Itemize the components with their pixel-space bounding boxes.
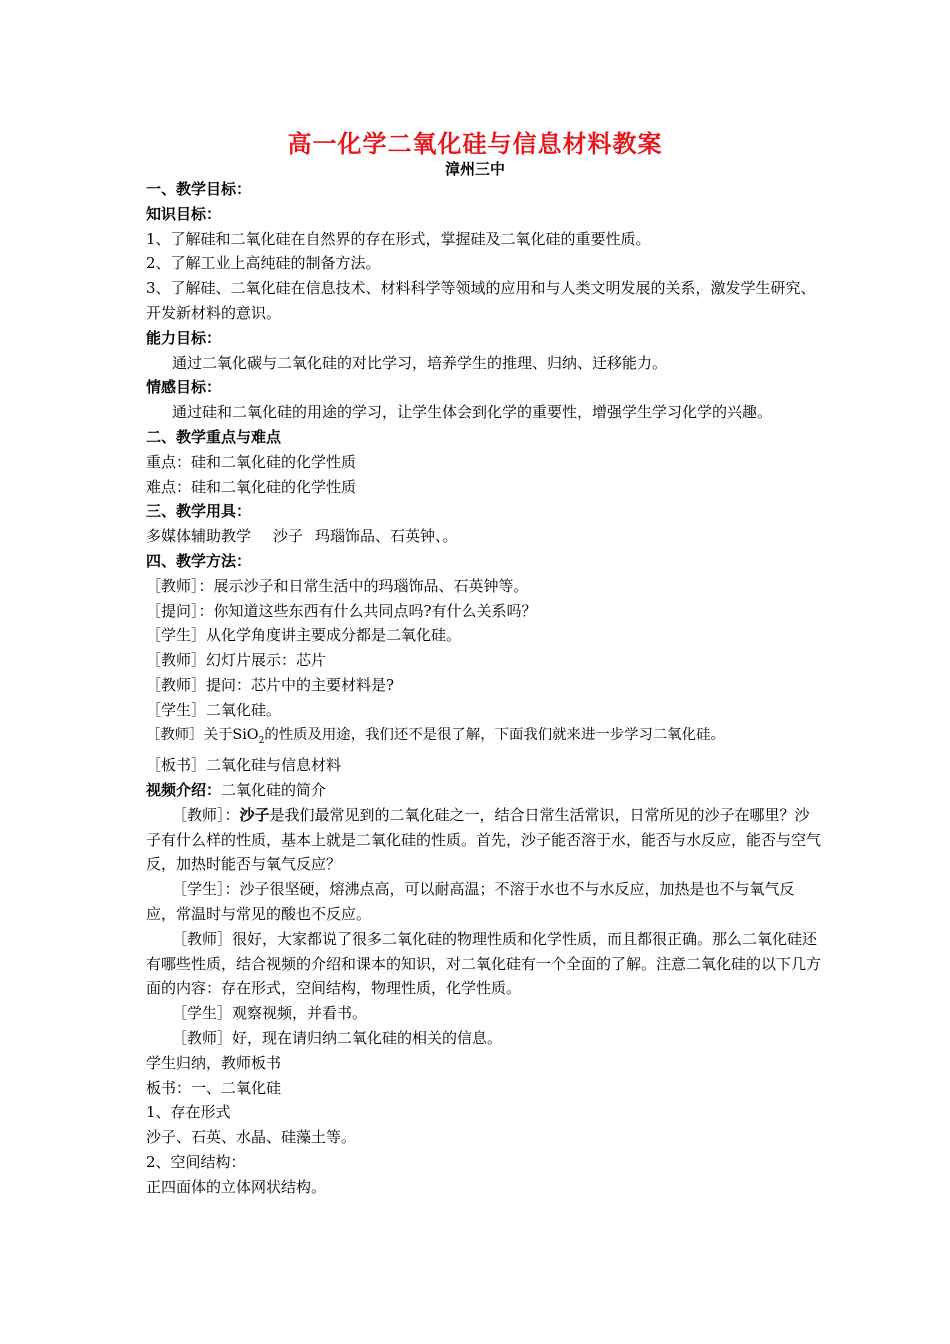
method-line-4: ［教师］幻灯片展示：芯片 (146, 651, 327, 670)
bold-term: 沙子 (239, 805, 270, 824)
knowledge-item-1: 1、了解硅和二氧化硅在自然界的存在形式，掌握硅及二氧化硅的重要性质。 (146, 229, 651, 248)
subsection-existence: 1、存在形式 (146, 1103, 231, 1122)
key-point-text: 重点：硅和二氧化硅的化学性质 (146, 452, 357, 471)
video-text: 二氧化硅的简介 (221, 781, 327, 799)
board-line: 板书：一、二氧化硅 (146, 1078, 282, 1097)
method-line-6: ［学生］二氧化硅。 (146, 700, 282, 719)
structure-text: 正四面体的立体网状结构。 (146, 1177, 327, 1196)
subheading-emotion: 情感目标： (146, 378, 222, 397)
document-body (146, 177, 822, 1200)
method-line-5: ［教师］提问：芯片中的主要材料是? (146, 675, 395, 694)
method-line-2: ［提问］：你知道这些东西有什么共同点吗?有什么关系吗？ (146, 601, 537, 620)
dialogue-paragraph-5: ［教师］好，现在请归纳二氧化硅的相关的信息。 (172, 1028, 503, 1047)
subheading-knowledge: 知识目标： (146, 204, 222, 223)
dialogue-paragraph-2: ［学生］：沙子很坚硬，熔沸点高，可以耐高温；不溶于水也不与水反应，加热是也不与氧气反应，常温时与常见的酸也不反应。 (146, 880, 795, 923)
subscript-2: 2 (258, 735, 265, 746)
difficulty-text: 难点：硅和二氧化硅的化学性质 (146, 477, 357, 496)
section-heading-objectives: 一、教学目标： (146, 180, 252, 198)
speaker-tag: ［教师］： (172, 805, 240, 824)
section-heading-key-points: 二、教学重点与难点 (146, 427, 282, 446)
paragraph-text: 是我们最常见到的二氧化硅之一，结合日常生活常识，日常所见的沙子在哪里？沙子有什么样的性质，基本上就是二氧化硅的性质。首先，沙子能否溶于水，能否与水反应，能否与空气反，加热时能否与氧气反应？ (146, 805, 822, 874)
tool-item: 玛瑙饰品、石英钟、。 (315, 527, 458, 546)
section-heading-tools: 三、教学用具： (146, 502, 252, 521)
dialogue-paragraph-4: ［学生］观察视频，并看书。 (172, 1004, 368, 1023)
dialogue-paragraph-1 (146, 803, 822, 877)
emotion-text: 通过硅和二氧化硅的用途的学习，让学生体会到化学的重要性，增强学生学习化学的兴趣。 (172, 403, 773, 422)
knowledge-item-2: 2、了解工业上高纯硅的制备方法。 (146, 254, 381, 273)
method-line-3: ［学生］从化学角度讲主要成分都是二氧化硅。 (146, 626, 462, 645)
subsection-structure: 2、空间结构： (146, 1152, 246, 1171)
document-subtitle: 漳州三中 (444, 160, 505, 178)
tool-item: 沙子 (273, 527, 304, 546)
method-line-7 (146, 723, 822, 754)
ability-text: 通过二氧化碳与二氧化硅的对比学习，培养学生的推理、归纳、迁移能力。 (172, 353, 668, 372)
method-line-7-start: ［教师］关于SiO (146, 726, 259, 743)
subheading-ability: 能力目标： (146, 328, 222, 347)
method-line-1: ［教师］：展示沙子和日常生活中的玛瑙饰品、石英钟等。 (146, 576, 529, 595)
method-line-8: ［板书］二氧化硅与信息材料 (146, 756, 342, 775)
dialogue-paragraph-3: ［教师］很好，大家都说了很多二氧化硅的物理性质和化学性质，而且都很正确。那么二氧化硅还有哪些性质，结合视频的介绍和课本的知识，对二氧化硅有一个全面的了解。注意二氧化硅的以下几方面的内容：存在形式，空间结构，物理性质，化学性质。 (146, 929, 822, 998)
section-heading-methods: 四、教学方法： (146, 551, 252, 570)
video-label: 视频介绍： (146, 781, 222, 799)
document-title: 高一化学二氧化硅与信息材料教案 (287, 130, 663, 158)
method-line-7-end: 的性质及用途，我们还不是很了解，下面我们就来进一步学习二氧化硅。 (264, 726, 725, 743)
tool-item: 多媒体辅助教学 (146, 527, 252, 546)
tools-line (146, 524, 822, 549)
video-line (146, 778, 822, 803)
knowledge-item-3: 3、了解硅、二氧化硅在信息技术、材料科学等领域的应用和与人类文明发展的关系，激发学生研究、开发新材料的意识。 (146, 279, 816, 322)
summary-line: 学生归纳，教师板书 (146, 1053, 282, 1072)
existence-text: 沙子、石英、水晶、硅藻土等。 (146, 1128, 357, 1147)
